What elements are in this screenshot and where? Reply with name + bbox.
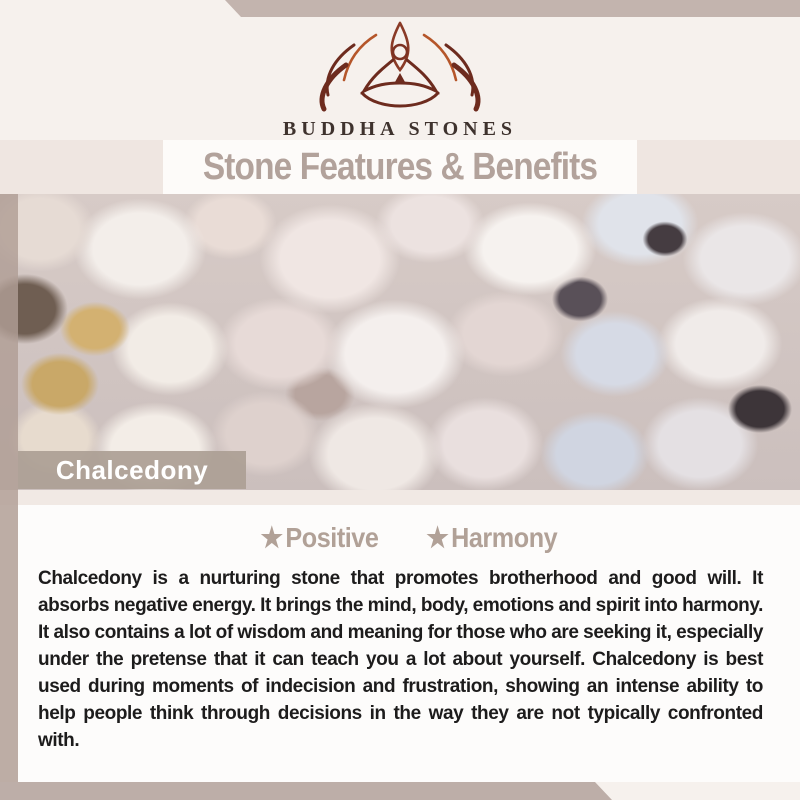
feature-tag-label: Harmony [451, 522, 558, 553]
left-edge-ribbon [0, 194, 18, 800]
stone-description: Chalcedony is a nurturing stone that promotes brotherhood and good will. It absorbs negative energy. It brings the mind, body, emotions and spirit into harmony. It also contains a lot of wisdom and meaning for those who are seeking it, especially under the pretense that it can teach you a lot about yourself. Chalcedony is best used during moments of indecision and frustration, showing an intense ability to help people think through decisions in the way they are not typically confronted with. [38, 568, 763, 751]
lotus-meditation-logo-icon [305, 18, 495, 114]
top-right-ribbon [0, 0, 800, 17]
stone-name-label [18, 451, 246, 489]
feature-tag-label: Positive [284, 522, 378, 553]
section-title-banner [163, 140, 637, 194]
star-icon: ★ [260, 522, 283, 553]
feature-tag-positive [260, 521, 378, 554]
photo-bottom-divider [0, 490, 800, 505]
bottom-left-ribbon [0, 782, 612, 800]
brand-name: BUDDHA STONES [282, 118, 518, 140]
stone-photo [0, 194, 800, 490]
stone-name: Chalcedony [55, 454, 209, 485]
description-card [18, 505, 800, 782]
section-title: Stone Features & Benefits [202, 145, 598, 188]
star-icon: ★ [426, 522, 449, 553]
feature-tag-harmony [426, 521, 557, 554]
feature-tags [18, 521, 800, 554]
brand-header [0, 18, 800, 141]
section-banner-row [0, 140, 800, 194]
